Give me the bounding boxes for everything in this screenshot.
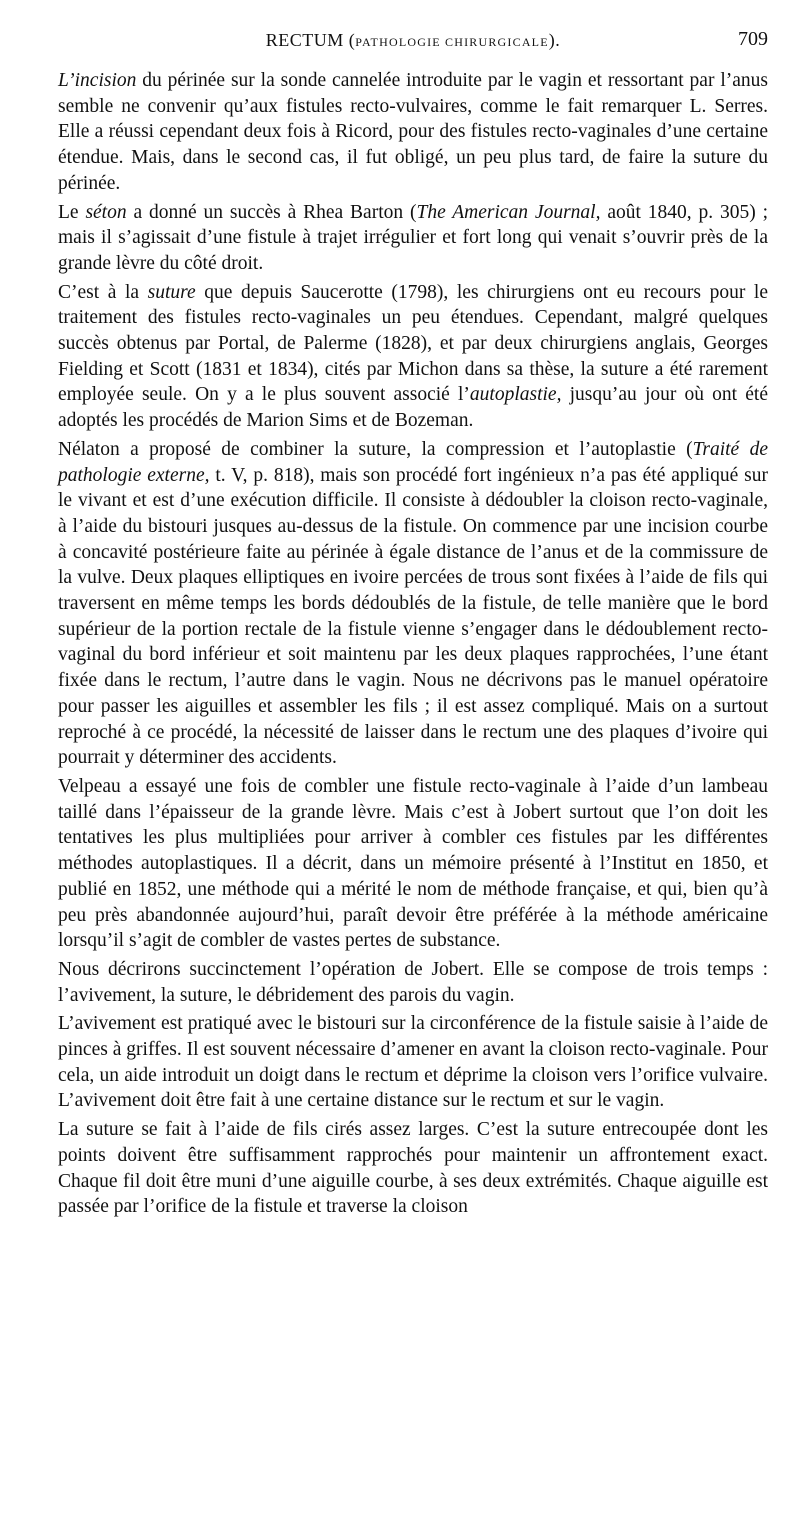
running-head-close: ).: [548, 30, 561, 50]
running-head-main: RECTUM (: [265, 30, 356, 50]
text-run: a donné un succès à Rhea Barton (: [126, 201, 417, 223]
page-number: 709: [738, 28, 768, 50]
italic-text: The American Journal,: [416, 201, 601, 223]
page-header: [58, 30, 768, 58]
paragraph: [58, 1011, 768, 1114]
paragraph: [58, 437, 768, 771]
text-run: jusqu’au jour où ont été adoptés les procédés de Marion Sims et de Bozeman.: [58, 384, 768, 432]
paragraph: [58, 280, 768, 434]
italic-text: suture: [147, 281, 196, 303]
text-run: C’est à la: [58, 281, 148, 303]
text-run: t. V, p. 818), mais son procédé fort ingénieux n’a pas été appliqué sur le vivant et est d’une exécution difficile. Il consiste à dédoubler la cloison recto-vaginale, à l’aide du bistouri jusques au-dessus de la fistule. On commence par une incision courbe à concavité postérieure faite au périnée à égale distance de l’anus et de la commissure de la vulve. Deux plaques elliptiques en ivoire percées de trous sont fixées à l’aide de fils qui traversent en même temps les bords dédoublés de la fistule, de telle manière que le bord supérieur de la portion rectale de la fistule vienne s’engager dans le dédoublement recto-vaginal du bord inférieur et soit maintenu par les deux plaques rapprochées, l’une étant fixée dans le rectum, l’autre dans le vagin. Nous ne décrivons pas le manuel opératoire pour passer les aiguilles et assembler les fils ; il est assez compliqué. Mais on a surtout reproché à ce procédé, la nécessité de laisser dans le rectum une des plaques d’ivoire qui pourrait y déterminer des accidents.: [58, 464, 768, 769]
text-run: Le: [58, 201, 86, 223]
text-run: Velpeau a essayé une fois de combler une fistule recto-vaginale à l’aide d’un lambeau taillé dans l’épaisseur de la grande lèvre. Mais c’est à Jobert surtout que l’on doit les tentatives les plus multipliées pour arriver à combler ces fistules par les différentes méthodes autoplastiques. Il a décrit, dans un mémoire présenté à l’Institut en 1850, et publié en 1852, une méthode qui a mérité le nom de méthode française, et qui, bien qu’à peu près abandonnée aujourd’hui, paraît devoir être préférée à la méthode américaine lorsqu’il s’agit de combler de vastes pertes de substance.: [58, 775, 768, 952]
running-head-subtitle: PATHOLOGIE CHIRURGICALE: [355, 35, 549, 49]
text-run: Nélaton a proposé de combiner la suture, la compression et l’autoplastie (: [58, 438, 693, 460]
italic-text: autoplastie,: [469, 384, 562, 406]
text-run: août 1840, p. 305) ; mais il s’agissait d’une fistule à trajet irrégulier et fort long qui venait s’ouvrir près de la grande lèvre du côté droit.: [58, 201, 768, 274]
running-head: [58, 30, 768, 51]
paragraph: [58, 68, 768, 197]
paragraph: [58, 1117, 768, 1220]
text-run: du périnée sur la sonde cannelée introduite par le vagin et ressortant par l’anus semble ne convenir qu’aux fistules recto-vulvaires, comme le fait remarquer L. Serres. Elle a réussi cependant deux fois à Ricord, pour des fistules recto-vaginales d’une certaine étendue. Mais, dans le second cas, il fut obligé, un peu plus tard, de faire la suture du périnée.: [58, 70, 768, 194]
italic-text: Traité de pathologie externe,: [58, 438, 768, 486]
italic-text: séton: [85, 201, 127, 223]
text-run: La suture se fait à l’aide de fils cirés assez larges. C’est la suture entrecoupée dont les points doivent être suffisamment rapprochés pour maintenir un affrontement exact. Chaque fil doit être muni d’une aiguille courbe, à ses deux extrémités. Chaque aiguille est passée par l’orifice de la fistule et traverse la cloison: [58, 1119, 768, 1218]
paragraph: [58, 774, 768, 954]
text-run: que depuis Saucerotte (1798), les chirurgiens ont eu recours pour le traitement des fistules recto-vaginales un peu étendues. Cependant, malgré quelques succès obtenus par Portal, de Palerme (1828), et par deux chirurgiens anglais, Georges Fielding et Scott (1831 et 1834), cités par Michon dans sa thèse, la suture a été rarement employée seule. On y a le plus souvent associé l’: [58, 281, 769, 406]
italic-text: L’incision: [58, 70, 137, 91]
text-run: Nous décrirons succinctement l’opération de Jobert. Elle se compose de trois temps : l’avivement, la suture, le débridement des parois du vagin.: [58, 958, 768, 1006]
body-text: [58, 68, 768, 1220]
paragraph: [58, 200, 768, 277]
paragraph: [58, 957, 768, 1008]
text-run: L’avivement est pratiqué avec le bistouri sur la circonférence de la fistule saisie à l’aide de pinces à griffes. Il est souvent nécessaire d’amener en avant la cloison recto-vaginale. Pour cela, un aide introduit un doigt dans le rectum et déprime la cloison vers l’orifice vulvaire. L’avivement doit être fait à une certaine distance sur le rectum et sur le vagin.: [58, 1013, 768, 1112]
